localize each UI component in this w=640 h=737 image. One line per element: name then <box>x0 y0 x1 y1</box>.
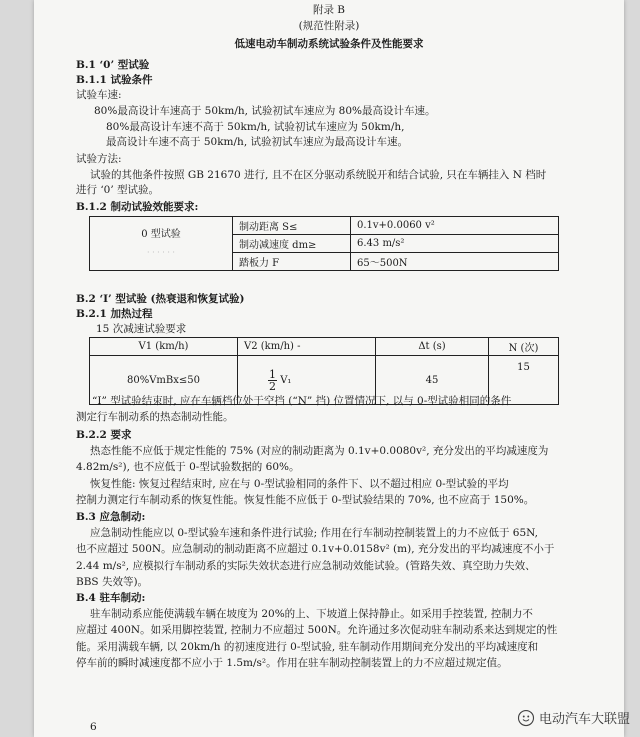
table-value-cell: 6.43 m/s² <box>351 235 559 253</box>
paragraph-line: 恢复性能: 恢复过程结束时, 应在与 0-型试验相同的条件下、以不超过相应 0-型试验的平均 <box>90 478 509 490</box>
section-b3-heading: B.3 应急制动: <box>76 511 146 523</box>
paragraph-line: 4.82m/s²), 也不应低于 0-型试验数据的 60%。 <box>76 461 300 473</box>
dt-cell: 45 <box>376 356 489 405</box>
speed-line: 80%最高设计车速不高于 50km/h, 试验初试车速应为 50km/h, <box>106 121 405 133</box>
section-b2-heading: B.2 ‘I’ 型试验 (热衰退和恢复试验) <box>76 293 245 305</box>
section-b4-heading: B.4 驻车制动: <box>76 592 146 604</box>
smudged-text: · · · · · · <box>147 247 175 257</box>
paragraph-line: 2.44 m/s², 应模拟行车制动系的实际失效状态进行应急制动效能试验。(管路失效、真空助力失效、 <box>76 560 536 572</box>
table-row <box>90 217 559 235</box>
test-speed-label: 试验车速: <box>76 89 122 101</box>
wechat-icon <box>517 709 535 727</box>
fraction-denominator: 2 <box>269 379 276 393</box>
paragraph-line: BBS 失效等)。 <box>76 576 149 588</box>
v1-variable: V₁ <box>280 374 292 386</box>
paragraph-line: 应超过 400N。如采用脚控装置, 控制力不应超过 500N。允许通过多次促动驻车制动系来达到规定的性 <box>76 624 558 636</box>
paragraph-line: 也不应超过 500N。应急制动的制动距离不应超过 0.1v+0.0158v² (m), 充分发出的平均减速度不小于 <box>76 543 555 555</box>
paragraph-line: 测定行车制动系的热态制动性能。 <box>76 411 234 423</box>
document-page <box>34 0 624 737</box>
section-b1-heading: B.1 ‘0’ 型试验 <box>76 59 150 71</box>
n-cell: 15 <box>489 356 559 405</box>
v1-cell: 80%VmBx≤50 <box>90 356 238 405</box>
fraction <box>268 369 277 392</box>
page-title: 低速电动车制动系统试验条件及性能要求 <box>234 38 424 50</box>
paragraph-line: 驻车制动系应能使满载车辆在坡度为 20%的上、下坡道上保持静止。如采用手控装置, 控制力不 <box>90 608 533 620</box>
table-param-cell: 制动减速度 dm≥ <box>233 235 351 253</box>
appendix-label: 附录 B <box>312 4 346 16</box>
speed-line: 80%最高设计车速高于 50km/h, 试验初试车速应为 80%最高设计车速。 <box>94 105 436 117</box>
braking-performance-table <box>89 216 559 271</box>
column-header: Δt (s) <box>376 338 489 356</box>
paragraph-line: 热态性能不应低于规定性能的 75% (对应的制动距离为 0.1v+0.0080v², 充分发出的平均减速度为 <box>90 445 549 457</box>
table2-caption: 15 次减速试验要求 <box>96 323 187 335</box>
method-line: 试验的其他条件按照 GB 21670 进行, 且不在区分驱动系统脱开和结合试验, 只在车辆挂入 N 档时 <box>90 169 547 181</box>
type0-label: 0 型试验 <box>141 228 181 240</box>
section-b22-heading: B.2.2 要求 <box>76 429 132 441</box>
fraction-numerator: 1 <box>269 367 276 381</box>
table-param-cell: 制动距离 S≤ <box>233 217 351 235</box>
table-row-label-cell <box>90 217 233 271</box>
column-header: N (次) <box>489 338 559 356</box>
watermark-text: 电动汽车大联盟 <box>538 712 630 727</box>
column-header: V2 (km/h) - <box>238 338 376 356</box>
table-param-cell: 踏板力 F <box>233 253 351 271</box>
table-value-cell: 0.1v+0.0060 v² <box>351 217 559 235</box>
speed-line: 最高设计车速不高于 50km/h, 试验初试车速应为最高设计车速。 <box>106 136 408 148</box>
section-b11-heading: B.1.1 试验条件 <box>76 74 153 86</box>
paragraph-line: 能。采用满载车辆, 以 20km/h 的初速度进行 0-型试验, 驻车制动作用期间充分发出的平均减速度和 <box>76 641 539 653</box>
paragraph-line: 控制力测定行车制动系的恢复性能。恢复性能不应低于 0-型试验结果的 70%, 也不应高于 150%。 <box>76 494 535 506</box>
table-value-cell: 65～500N <box>351 253 559 271</box>
watermark <box>517 708 630 727</box>
method-line: 进行 ‘0’ 型试验。 <box>76 184 160 196</box>
page-number: 6 <box>90 721 97 733</box>
paragraph-line: “I” 型试验结束时, 应在车辆档位处于空挡 (“N” 挡) 位置情况下, 以与 0-型试验相同的条件 <box>92 395 512 407</box>
section-b21-heading: B.2.1 加热过程 <box>76 308 153 320</box>
paragraph-line: 应急制动性能应以 0-型试验车速和条件进行试验; 作用在行车制动控制装置上的力不应低于 65N, <box>90 527 538 539</box>
table-header-row <box>90 338 559 356</box>
test-method-label: 试验方法: <box>76 153 122 165</box>
paragraph-line: 停车前的瞬时减速度都不应小于 1.5m/s²。作用在驻车制动控制装置上的力不应超过规定值。 <box>76 657 508 669</box>
section-b12-heading: B.1.2 制动试验效能要求: <box>76 201 199 213</box>
normative-label: (规范性附录) <box>298 20 360 32</box>
column-header: V1 (km/h) <box>90 338 238 356</box>
